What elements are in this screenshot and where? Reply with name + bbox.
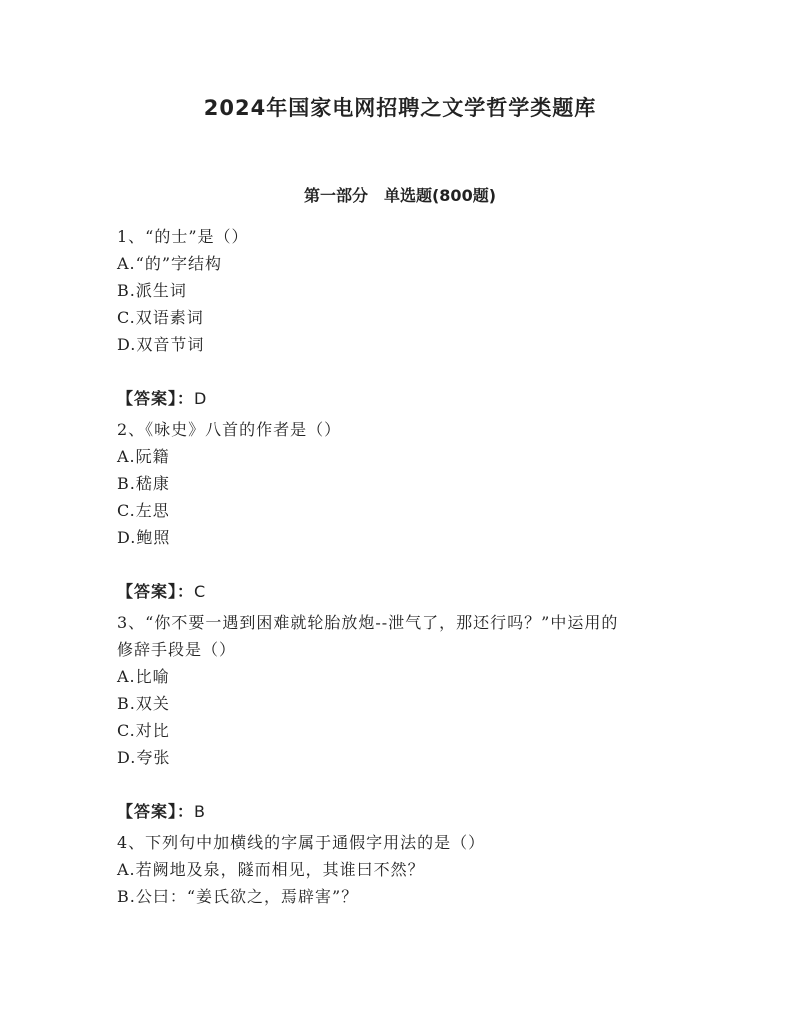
option-b: B.公曰：“姜氏欲之，焉辟害”？	[117, 887, 359, 906]
answer-value: D	[194, 389, 208, 408]
question-stem: 3、“你不要一遇到困难就轮胎放炮--泄气了，那还行吗？”中运用的	[117, 613, 619, 632]
option-d: D.鲍照	[117, 528, 171, 547]
question-stem: 1、“的士”是（）	[117, 227, 249, 246]
question-4	[117, 829, 697, 910]
option-a: A.若阙地及泉，隧而相见，其谁曰不然？	[117, 860, 425, 879]
answer-line	[117, 578, 697, 605]
option-a: A.“的”字结构	[117, 254, 223, 273]
question-stem: 4、下列句中加横线的字属于通假字用法的是（）	[117, 833, 486, 852]
option-d: D.夸张	[117, 748, 171, 767]
option-c: C.左思	[117, 501, 170, 520]
option-c: C.对比	[117, 721, 170, 740]
option-a: A.比喻	[117, 667, 170, 686]
answer-label: 【答案】：	[117, 389, 195, 408]
answer-value: C	[194, 582, 207, 601]
option-a: A.阮籍	[117, 447, 170, 466]
question-stem: 2、《咏史》八首的作者是（）	[117, 420, 342, 439]
question-list	[117, 223, 697, 910]
page-title: 2024年国家电网招聘之文学哲学类题库	[203, 96, 597, 120]
option-b: B.嵇康	[117, 474, 170, 493]
option-b: B.派生词	[117, 281, 187, 300]
section-heading: 第一部分 单选题(800题)	[303, 186, 497, 205]
question-stem-continued: 修辞手段是（）	[117, 640, 237, 659]
answer-line	[117, 798, 697, 825]
answer-value: B	[194, 802, 206, 821]
question-1	[117, 223, 697, 412]
answer-line	[117, 385, 697, 412]
question-3	[117, 609, 697, 825]
question-2	[117, 416, 697, 605]
option-c: C.双语素词	[117, 308, 204, 327]
option-d: D.双音节词	[117, 335, 205, 354]
answer-label: 【答案】：	[117, 802, 195, 821]
answer-label: 【答案】：	[117, 582, 195, 601]
option-b: B.双关	[117, 694, 170, 713]
